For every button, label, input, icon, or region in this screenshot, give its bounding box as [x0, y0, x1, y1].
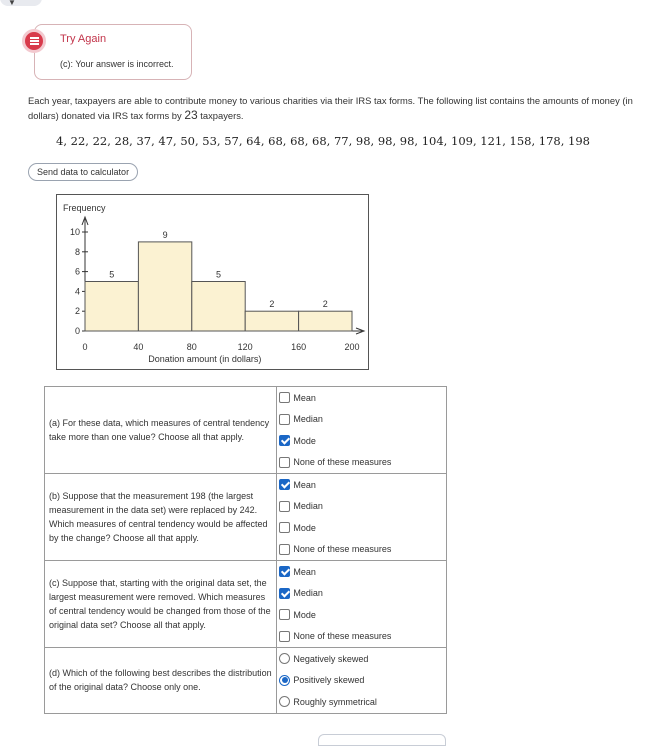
x-tick-label: 120 [237, 342, 253, 352]
option-label: Mean [293, 566, 316, 577]
checkbox-empty-icon[interactable] [279, 392, 290, 403]
x-tick-label: 40 [133, 342, 144, 352]
y-tick-label: 4 [74, 286, 80, 297]
checkbox-option[interactable] [279, 517, 446, 539]
option-label: None of these measures [293, 631, 392, 642]
y-tick-label: 10 [69, 227, 80, 237]
checkbox-option[interactable] [279, 539, 446, 561]
checkbox-option[interactable] [279, 496, 446, 518]
checkbox-option[interactable] [279, 604, 446, 626]
bar-data-label: 5 [215, 269, 222, 280]
question-row [45, 474, 447, 561]
radio-selected-icon[interactable] [279, 675, 290, 686]
question-text: (d) Which of the following best describes the distribution of the original data? Choose only one. [45, 648, 277, 714]
x-tick-label: 160 [291, 342, 307, 352]
option-label: None of these measures [293, 457, 392, 468]
histogram-bar [245, 311, 298, 331]
x-tick-label: 80 [186, 342, 197, 352]
option-label: Mode [293, 435, 316, 446]
y-tick-label: 0 [74, 326, 80, 336]
checkbox-empty-icon[interactable] [279, 414, 290, 425]
checkbox-option[interactable] [279, 626, 446, 648]
bar-data-label: 5 [109, 269, 115, 280]
y-tick-label: 6 [74, 266, 80, 277]
radio-option[interactable] [279, 670, 446, 692]
taxpayer-count: 23 [184, 108, 198, 122]
feedback-box [34, 24, 192, 80]
checkbox-empty-icon[interactable] [279, 522, 290, 533]
histogram-bar [299, 311, 352, 331]
option-label: Mean [293, 392, 316, 403]
radio-empty-icon[interactable] [279, 653, 290, 664]
data-list: 4, 22, 22, 28, 37, 47, 50, 53, 57, 64, 68, 68, 68, 77, 98, 98, 98, 104, 109, 121, 158, 178, 198 [56, 134, 590, 148]
checkbox-empty-icon[interactable] [279, 457, 290, 468]
y-tick-label: 2 [74, 306, 80, 317]
checkbox-checked-icon[interactable] [279, 566, 290, 577]
x-axis-label: Donation amount (in dollars) [148, 354, 262, 364]
histogram-bar [138, 242, 191, 331]
send-data-button[interactable]: Send data to calculator [28, 163, 138, 181]
checkbox-option[interactable] [279, 430, 446, 452]
checkbox-checked-icon[interactable] [279, 588, 290, 599]
checkbox-checked-icon[interactable] [279, 435, 290, 446]
problem-intro [28, 94, 653, 123]
checkbox-empty-icon[interactable] [279, 631, 290, 642]
y-tick-label: 8 [74, 246, 80, 257]
checkbox-option[interactable] [279, 387, 446, 409]
option-label: None of these measures [293, 544, 392, 555]
checkbox-checked-icon[interactable] [279, 479, 290, 490]
feedback-title: Try Again [60, 33, 107, 45]
radio-option[interactable] [279, 691, 446, 713]
question-text: (c) Suppose that, starting with the original data set, the largest measurement were removed. Which measures of central tendency would be changed from those of the original data set? Choose all that apply. [45, 561, 277, 648]
option-label: Mode [293, 522, 316, 533]
option-label: Positively skewed [293, 675, 365, 686]
question-row [45, 648, 447, 714]
bar-data-label: 2 [322, 299, 328, 310]
error-icon [22, 29, 46, 53]
question-text: (b) Suppose that the measurement 198 (the largest measurement in the data set) were replaced by 242. Which measures of central tendency would be affected by the change? Choose all that apply. [45, 474, 277, 561]
checkbox-empty-icon[interactable] [279, 501, 290, 512]
question-text: (a) For these data, which measures of central tendency take more than one value? Choose all that apply. [45, 387, 277, 474]
option-label: Median [293, 414, 323, 425]
question-row [45, 561, 447, 648]
bar-data-label: 2 [269, 299, 275, 310]
radio-option[interactable] [279, 648, 446, 670]
y-axis-label: Frequency [63, 203, 106, 213]
histogram-frame [56, 194, 369, 370]
histogram-bar [85, 282, 138, 332]
question-row [45, 387, 447, 474]
checkbox-empty-icon[interactable] [279, 609, 290, 620]
intro-text: Each year, taxpayers are able to contribute money to various charities via their IRS tax forms. The following list contains the amounts of money (in dollars) donated via IRS tax forms by [28, 95, 633, 121]
option-label: Mode [293, 609, 316, 620]
option-label: Median [293, 501, 323, 512]
option-label: Median [293, 588, 323, 599]
questions-table [44, 386, 447, 714]
histogram-bar [192, 282, 245, 332]
option-label: Mean [293, 479, 316, 490]
checkbox-option[interactable] [279, 474, 446, 496]
option-label: Negatively skewed [293, 653, 369, 664]
chevron-down-icon: ▼ [8, 0, 16, 7]
x-tick-label: 200 [344, 342, 360, 352]
histogram-chart [57, 195, 370, 371]
checkbox-option[interactable] [279, 409, 446, 431]
answer-options [277, 648, 447, 714]
x-tick-label: 0 [82, 342, 88, 352]
checkbox-empty-icon[interactable] [279, 544, 290, 555]
answer-options [277, 387, 447, 474]
feedback-message: (c): Your answer is incorrect. [60, 59, 174, 69]
intro-text-end: taxpayers. [197, 110, 244, 121]
bottom-panel-tab[interactable] [318, 734, 446, 746]
answer-options [277, 474, 447, 561]
option-label: Roughly symmetrical [293, 696, 377, 707]
bar-data-label: 9 [162, 229, 168, 240]
collapse-tab[interactable] [0, 0, 42, 6]
checkbox-option[interactable] [279, 452, 446, 474]
answer-options [277, 561, 447, 648]
checkbox-option[interactable] [279, 561, 446, 583]
checkbox-option[interactable] [279, 583, 446, 605]
radio-empty-icon[interactable] [279, 696, 290, 707]
